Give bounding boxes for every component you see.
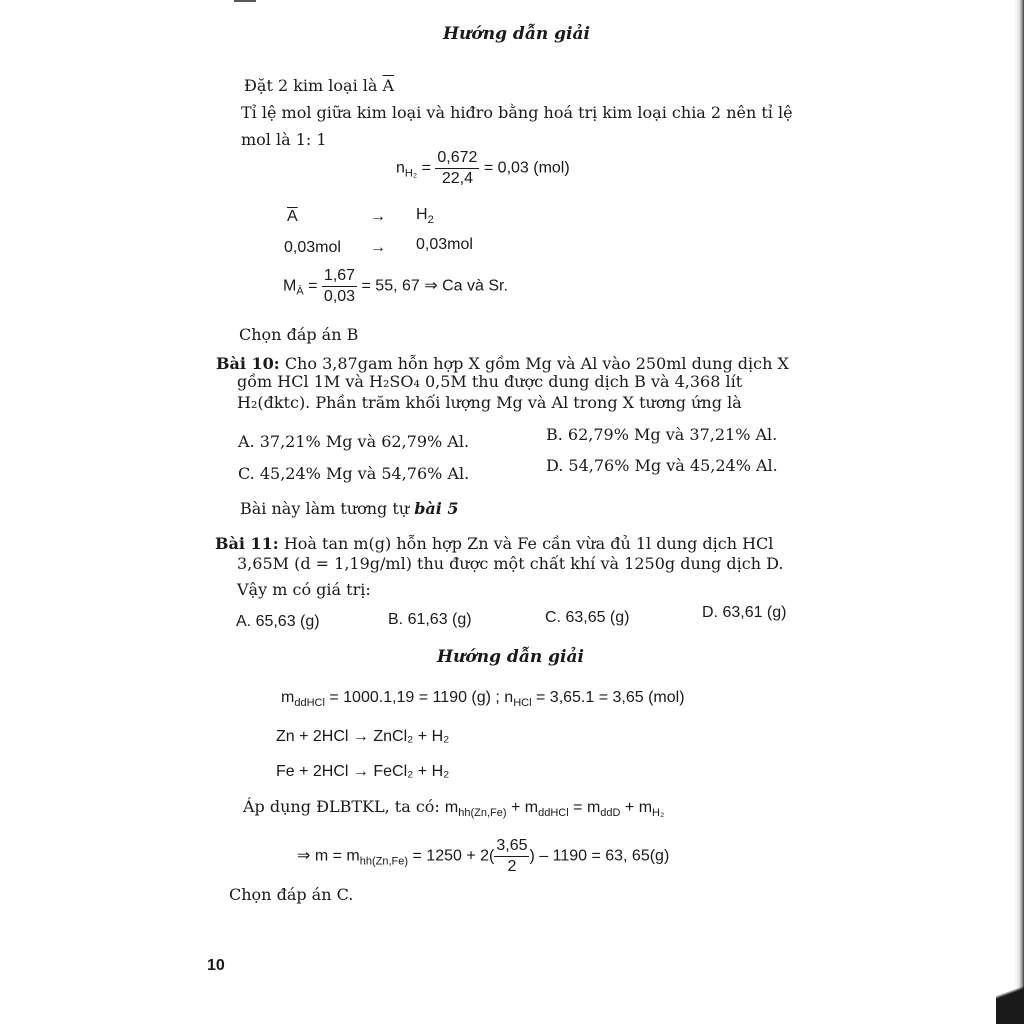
question-10-line-3: H₂(đktc). Phần trăm khối lượng Mg và Al trong X tương ứng là xyxy=(237,393,742,412)
dlbtkl-equation xyxy=(444,799,665,819)
n-hcl-rest: = 3,65.1 = 3,65 (mol) xyxy=(536,689,685,706)
equation-m-a: $M_Ā$ = $\frac{1,67}{0,03}$ = 55, 67 ⇒ Ca và Sr. xyxy=(283,267,508,305)
final-subscript: hh(Zn,Fe) xyxy=(359,855,409,868)
mol-right: 0,03mol xyxy=(416,236,473,253)
text-tuong-tu xyxy=(240,499,459,519)
text-chon-dap-an-c: Chọn đáp án C. xyxy=(229,885,354,904)
q10-option-d: D. 54,76% Mg và 45,24% Al. xyxy=(546,456,778,475)
reactant-a: $\overline{A}$ xyxy=(287,208,298,225)
question-11-line-2: 3,65M (d = 1,19g/ml) thu được một chất khí và 1250g dung dịch D. xyxy=(237,554,784,573)
final-part-3: ) – 1190 = 63, 65(g) xyxy=(529,847,670,865)
text-ti-le-line-1: Tỉ lệ mol giữa kim loại và hiđro bằng hoá trị kim loại chia 2 nên tỉ lệ xyxy=(241,103,793,122)
m-dd-rest: = 1000.1,19 = 1190 (g) ; n xyxy=(329,689,514,706)
similar-reference: bài 5 xyxy=(414,499,459,518)
heading-huong-dan-giai-1: Hướng dẫn giải xyxy=(443,24,590,44)
similar-text: Bài này làm tương tự xyxy=(240,499,410,518)
question-10-label: Bài 10: xyxy=(216,354,280,373)
reaction-zn: Zn + 2HCl → ZnCl₂ + H₂ xyxy=(276,728,450,745)
fraction-denominator: 22,4 xyxy=(441,170,473,187)
fraction-numerator: 1,67 xyxy=(322,266,357,287)
m-symbol: m xyxy=(281,689,295,706)
m-subscript: ddHCl xyxy=(294,697,325,709)
question-11-line-3: Vậy m có giá trị: xyxy=(237,580,371,599)
n-symbol: n xyxy=(396,159,405,177)
text-dlbtkl xyxy=(243,797,664,818)
fraction-numerator: 3,65 xyxy=(494,836,529,857)
text-dat: Đặt 2 kim loại là xyxy=(244,76,378,95)
h-symbol: H xyxy=(416,206,428,223)
eq-part-1: m xyxy=(444,799,459,816)
eq-sub-4: H₂ xyxy=(652,807,665,819)
q10-option-b: B. 62,79% Mg và 37,21% Al. xyxy=(546,425,778,444)
fraction-167-003 xyxy=(322,266,357,307)
top-mark xyxy=(234,0,256,2)
h-subscript: 2 xyxy=(427,214,434,226)
mol-left: 0,03mol xyxy=(284,239,341,256)
q10-option-c: C. 45,24% Mg và 54,76% Al. xyxy=(238,464,470,483)
fraction-0672-224 xyxy=(435,148,479,189)
dlbtkl-label: Áp dụng ĐLBTKL, ta có: xyxy=(243,797,440,816)
equation-final-m xyxy=(297,836,669,877)
q11-option-c: C. 63,65 (g) xyxy=(545,609,630,626)
symbol-a-bar: $\overline{A}$ xyxy=(382,76,395,95)
final-part-2: = 1250 + 2( xyxy=(412,847,495,865)
q10-option-a: A. 37,21% Mg và 62,79% Al. xyxy=(238,432,470,451)
m-subscript: Ā xyxy=(296,285,304,298)
m-a-result: = 55, 67 ⇒ Ca và Sr. xyxy=(361,277,508,295)
fraction-365-2 xyxy=(494,836,529,877)
eq-sub-2: ddHCl xyxy=(538,807,569,819)
equation-n-h2: $n_{H_2}$ = $\frac{0,672}{22,4}$ = 0,03 (mol) xyxy=(396,149,570,187)
reaction-fe: Fe + 2HCl → FeCl₂ + H₂ xyxy=(276,763,450,780)
text-chon-dap-an-b: Chọn đáp án B xyxy=(239,325,359,344)
page-corner-curl xyxy=(996,964,1024,1024)
q11-option-b: B. 61,63 (g) xyxy=(388,611,472,628)
q11-option-a: A. 65,63 (g) xyxy=(236,613,320,630)
question-10-text-1: Cho 3,87gam hỗn hợp X gồm Mg và Al vào 250ml dung dịch X xyxy=(284,354,789,373)
eq-sub-1: hh(Zn,Fe) xyxy=(458,807,507,819)
question-11-label: Bài 11: xyxy=(215,534,279,553)
eq-part-3: = m xyxy=(573,799,601,816)
q11-option-d: D. 63,61 (g) xyxy=(702,604,787,621)
question-10-line-2: gồm HCl 1M và H₂SO₄ 0,5M thu được dung dịch B và 4,368 lít xyxy=(237,372,743,391)
eq-sub-3: ddD xyxy=(600,807,621,819)
page-edge-shadow xyxy=(824,0,1024,1024)
reaction-a-symbol xyxy=(287,207,298,227)
reaction-arrow-1: → xyxy=(370,208,386,225)
question-10-line-1 xyxy=(216,354,789,374)
reaction-h2 xyxy=(416,205,434,225)
question-11-text-1: Hoà tan m(g) hỗn hợp Zn và Fe cần vừa đủ 1l dung dịch HCl xyxy=(283,534,774,553)
equation-m-dd-hcl xyxy=(281,688,685,708)
n-subscript: HCl xyxy=(513,697,532,709)
fraction-denominator: 0,03 xyxy=(323,288,356,305)
text-ti-le-line-2: mol là 1: 1 xyxy=(241,130,327,149)
n-h2-result: = 0,03 (mol) xyxy=(483,159,570,177)
heading-huong-dan-giai-2: Hướng dẫn giải xyxy=(437,647,584,667)
eq-part-4: + m xyxy=(624,799,653,816)
m-symbol: M xyxy=(283,277,297,295)
mol-arrow: → xyxy=(370,239,386,256)
fraction-numerator: 0,672 xyxy=(435,148,479,169)
final-part-1: ⇒ m = m xyxy=(297,847,360,865)
page-number: 10 xyxy=(207,957,225,974)
n-subscript: H₂ xyxy=(404,167,418,180)
question-11-line-1 xyxy=(215,534,773,554)
text-dat-kim-loai xyxy=(244,76,394,96)
fraction-denominator: 2 xyxy=(507,858,517,875)
eq-part-2: + m xyxy=(511,799,539,816)
